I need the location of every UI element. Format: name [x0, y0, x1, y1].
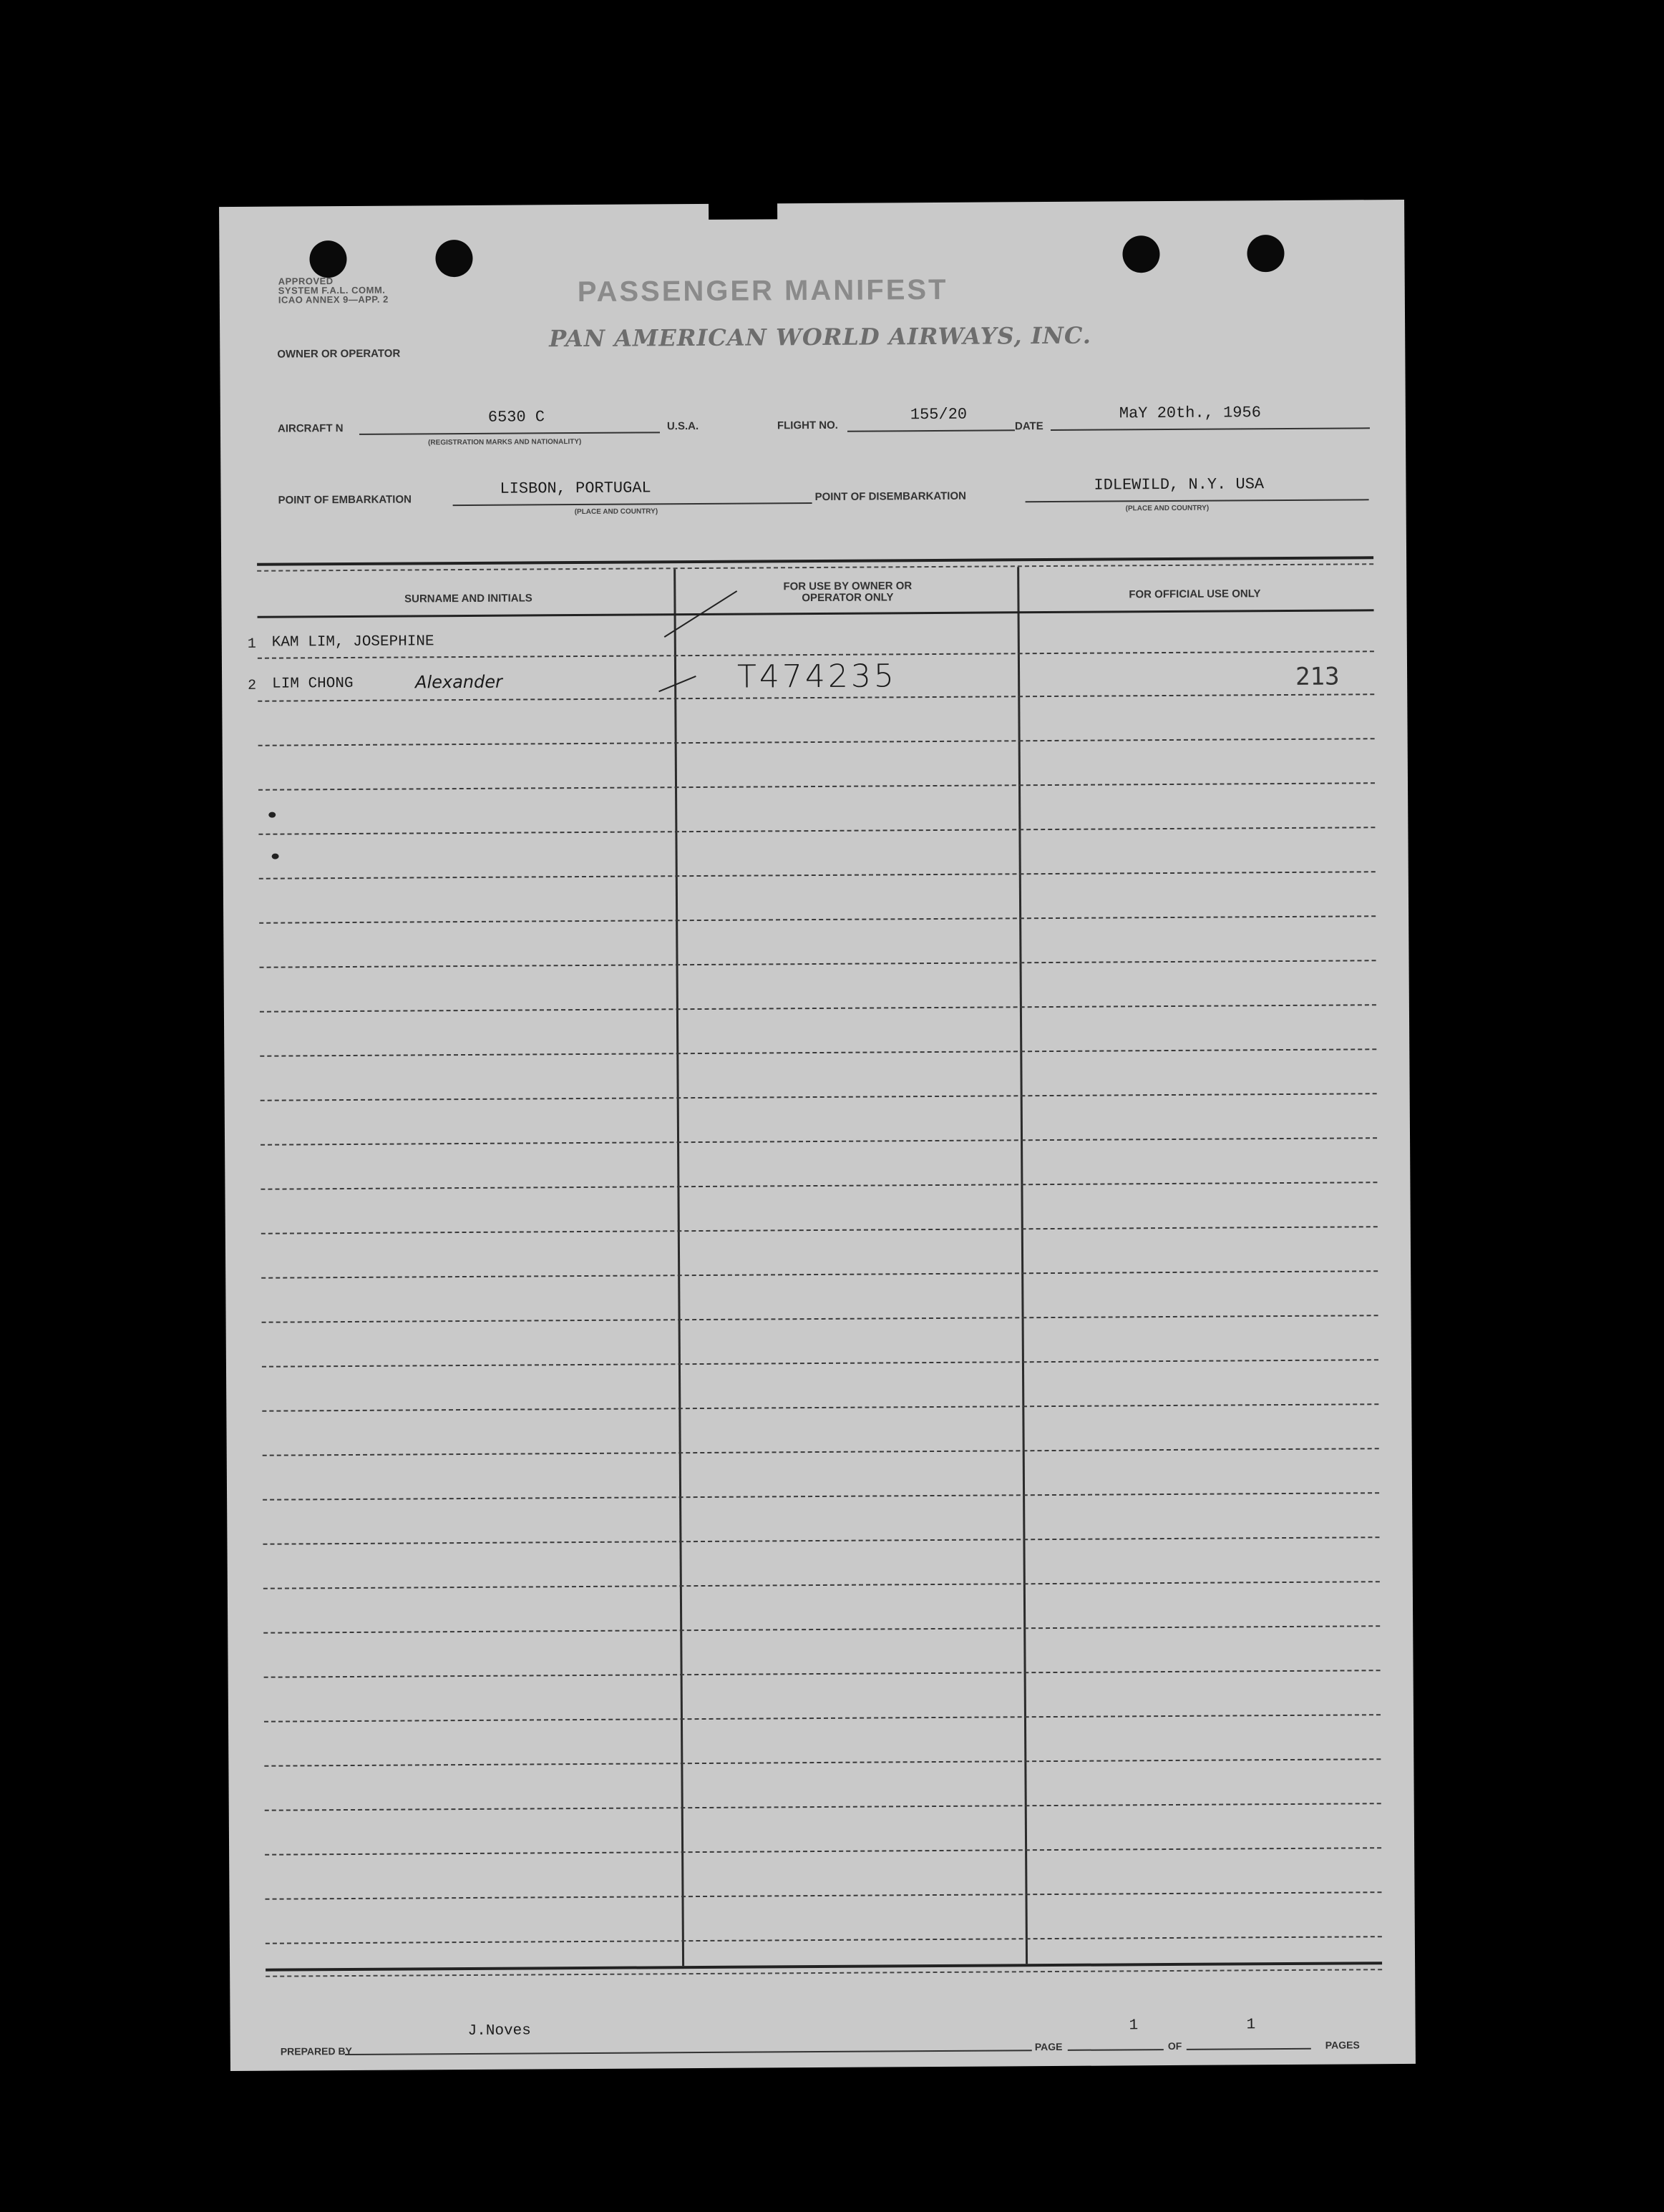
date-underline	[1051, 427, 1370, 431]
approval-stamp: APPROVED SYSTEM F.A.L. COMM. ICAO ANNEX 9—APP. 2	[278, 276, 389, 306]
prepared-label: PREPARED BY	[280, 2045, 352, 2057]
table-row-line	[260, 960, 1376, 968]
row-number: 1	[247, 635, 256, 653]
flight-underline	[847, 429, 1015, 432]
table-row-line	[261, 1226, 1378, 1234]
table-row-line	[258, 738, 1375, 746]
owner-label: OWNER OR OPERATOR	[277, 347, 401, 361]
form-title: PASSENGER MANIFEST	[577, 273, 948, 308]
table-row-line	[264, 1670, 1381, 1678]
owner-use-value: T474235	[736, 658, 897, 696]
margin-mark	[272, 854, 279, 859]
date-value: MaY 20th., 1956	[1119, 404, 1261, 423]
table-row-line	[265, 1847, 1381, 1856]
passenger-name: LIM CHONG	[272, 675, 354, 693]
table-row-line	[263, 1492, 1379, 1501]
table-row-line	[261, 1137, 1377, 1146]
date-label: DATE	[1014, 420, 1043, 433]
table-row-line	[265, 1803, 1381, 1811]
punch-hole	[1122, 235, 1159, 273]
header-owner-use: FOR USE BY OWNER OR OPERATOR ONLY	[783, 580, 913, 605]
binder-tab	[709, 198, 777, 220]
table-row-line	[261, 1181, 1377, 1190]
table-row-line	[260, 1004, 1376, 1013]
embark-value: LISBON, PORTUGAL	[500, 479, 651, 498]
of-value: 1	[1246, 2017, 1256, 2034]
disembark-value: IDLEWILD, N.Y. USA	[1094, 475, 1265, 494]
row-number: 2	[248, 677, 257, 694]
page-value: 1	[1129, 2017, 1139, 2035]
table-row-line	[262, 1403, 1378, 1412]
operator-name: PAN AMERICAN WORLD AIRWAYS, INC.	[549, 321, 1092, 353]
of-underline	[1187, 2048, 1311, 2050]
table-row-line	[260, 1048, 1376, 1057]
punch-hole	[1247, 235, 1284, 272]
flight-label: FLIGHT NO.	[777, 419, 838, 432]
table-row-line	[263, 1625, 1380, 1634]
of-label: OF	[1167, 2040, 1182, 2052]
registration-note: (REGISTRATION MARKS AND NATIONALITY)	[428, 437, 582, 447]
aircraft-underline	[359, 432, 660, 435]
passenger-name: KAM LIM, JOSEPHINE	[271, 633, 434, 651]
page-underline	[1068, 2049, 1164, 2051]
table-row-line	[261, 1270, 1378, 1279]
margin-mark	[268, 812, 276, 818]
flight-value: 155/20	[910, 405, 968, 424]
table-row-line	[263, 1448, 1379, 1456]
punch-hole	[435, 240, 472, 277]
table-row-line	[266, 1936, 1382, 1944]
manifest-paper	[219, 200, 1416, 2071]
disembark-label: POINT OF DISEMBARKATION	[814, 489, 966, 504]
table-row-line	[262, 1359, 1378, 1368]
header-official-use: FOR OFFICIAL USE ONLY	[1129, 588, 1261, 601]
check-mark	[658, 676, 696, 692]
column-divider	[1017, 567, 1028, 1964]
usa-label: U.S.A.	[666, 419, 699, 433]
disembark-note: (PLACE AND COUNTRY)	[1125, 504, 1210, 513]
passenger-name-handwritten: Alexander	[415, 671, 503, 693]
table-row-line	[264, 1758, 1381, 1767]
embark-underline	[453, 502, 812, 506]
table-row-line	[259, 871, 1376, 880]
table-row-line	[264, 1714, 1381, 1723]
table-row-line	[263, 1581, 1380, 1589]
table-row-line	[258, 827, 1375, 835]
aircraft-label: AIRCRAFT N	[277, 422, 344, 435]
prepared-underline	[345, 2050, 1032, 2055]
page-label: PAGE	[1034, 2040, 1063, 2053]
table-row-line	[265, 1891, 1381, 1900]
table-row-line	[262, 1315, 1378, 1323]
pages-label: PAGES	[1325, 2039, 1360, 2051]
prepared-value: J.Noves	[467, 2022, 531, 2040]
embark-label: POINT OF EMBARKATION	[278, 493, 412, 507]
aircraft-value: 6530 C	[487, 408, 545, 427]
table-row-line	[261, 1093, 1377, 1101]
disembark-underline	[1026, 499, 1369, 502]
table-row-line	[258, 782, 1375, 791]
column-divider	[673, 569, 684, 1966]
punch-hole	[309, 240, 346, 278]
header-surname: SURNAME AND INITIALS	[404, 592, 532, 605]
official-use-value: 213	[1295, 662, 1340, 691]
header-rule	[258, 609, 1374, 618]
table-row-line	[259, 915, 1376, 924]
table-row-line	[263, 1536, 1379, 1545]
embark-note: (PLACE AND COUNTRY)	[574, 507, 658, 517]
